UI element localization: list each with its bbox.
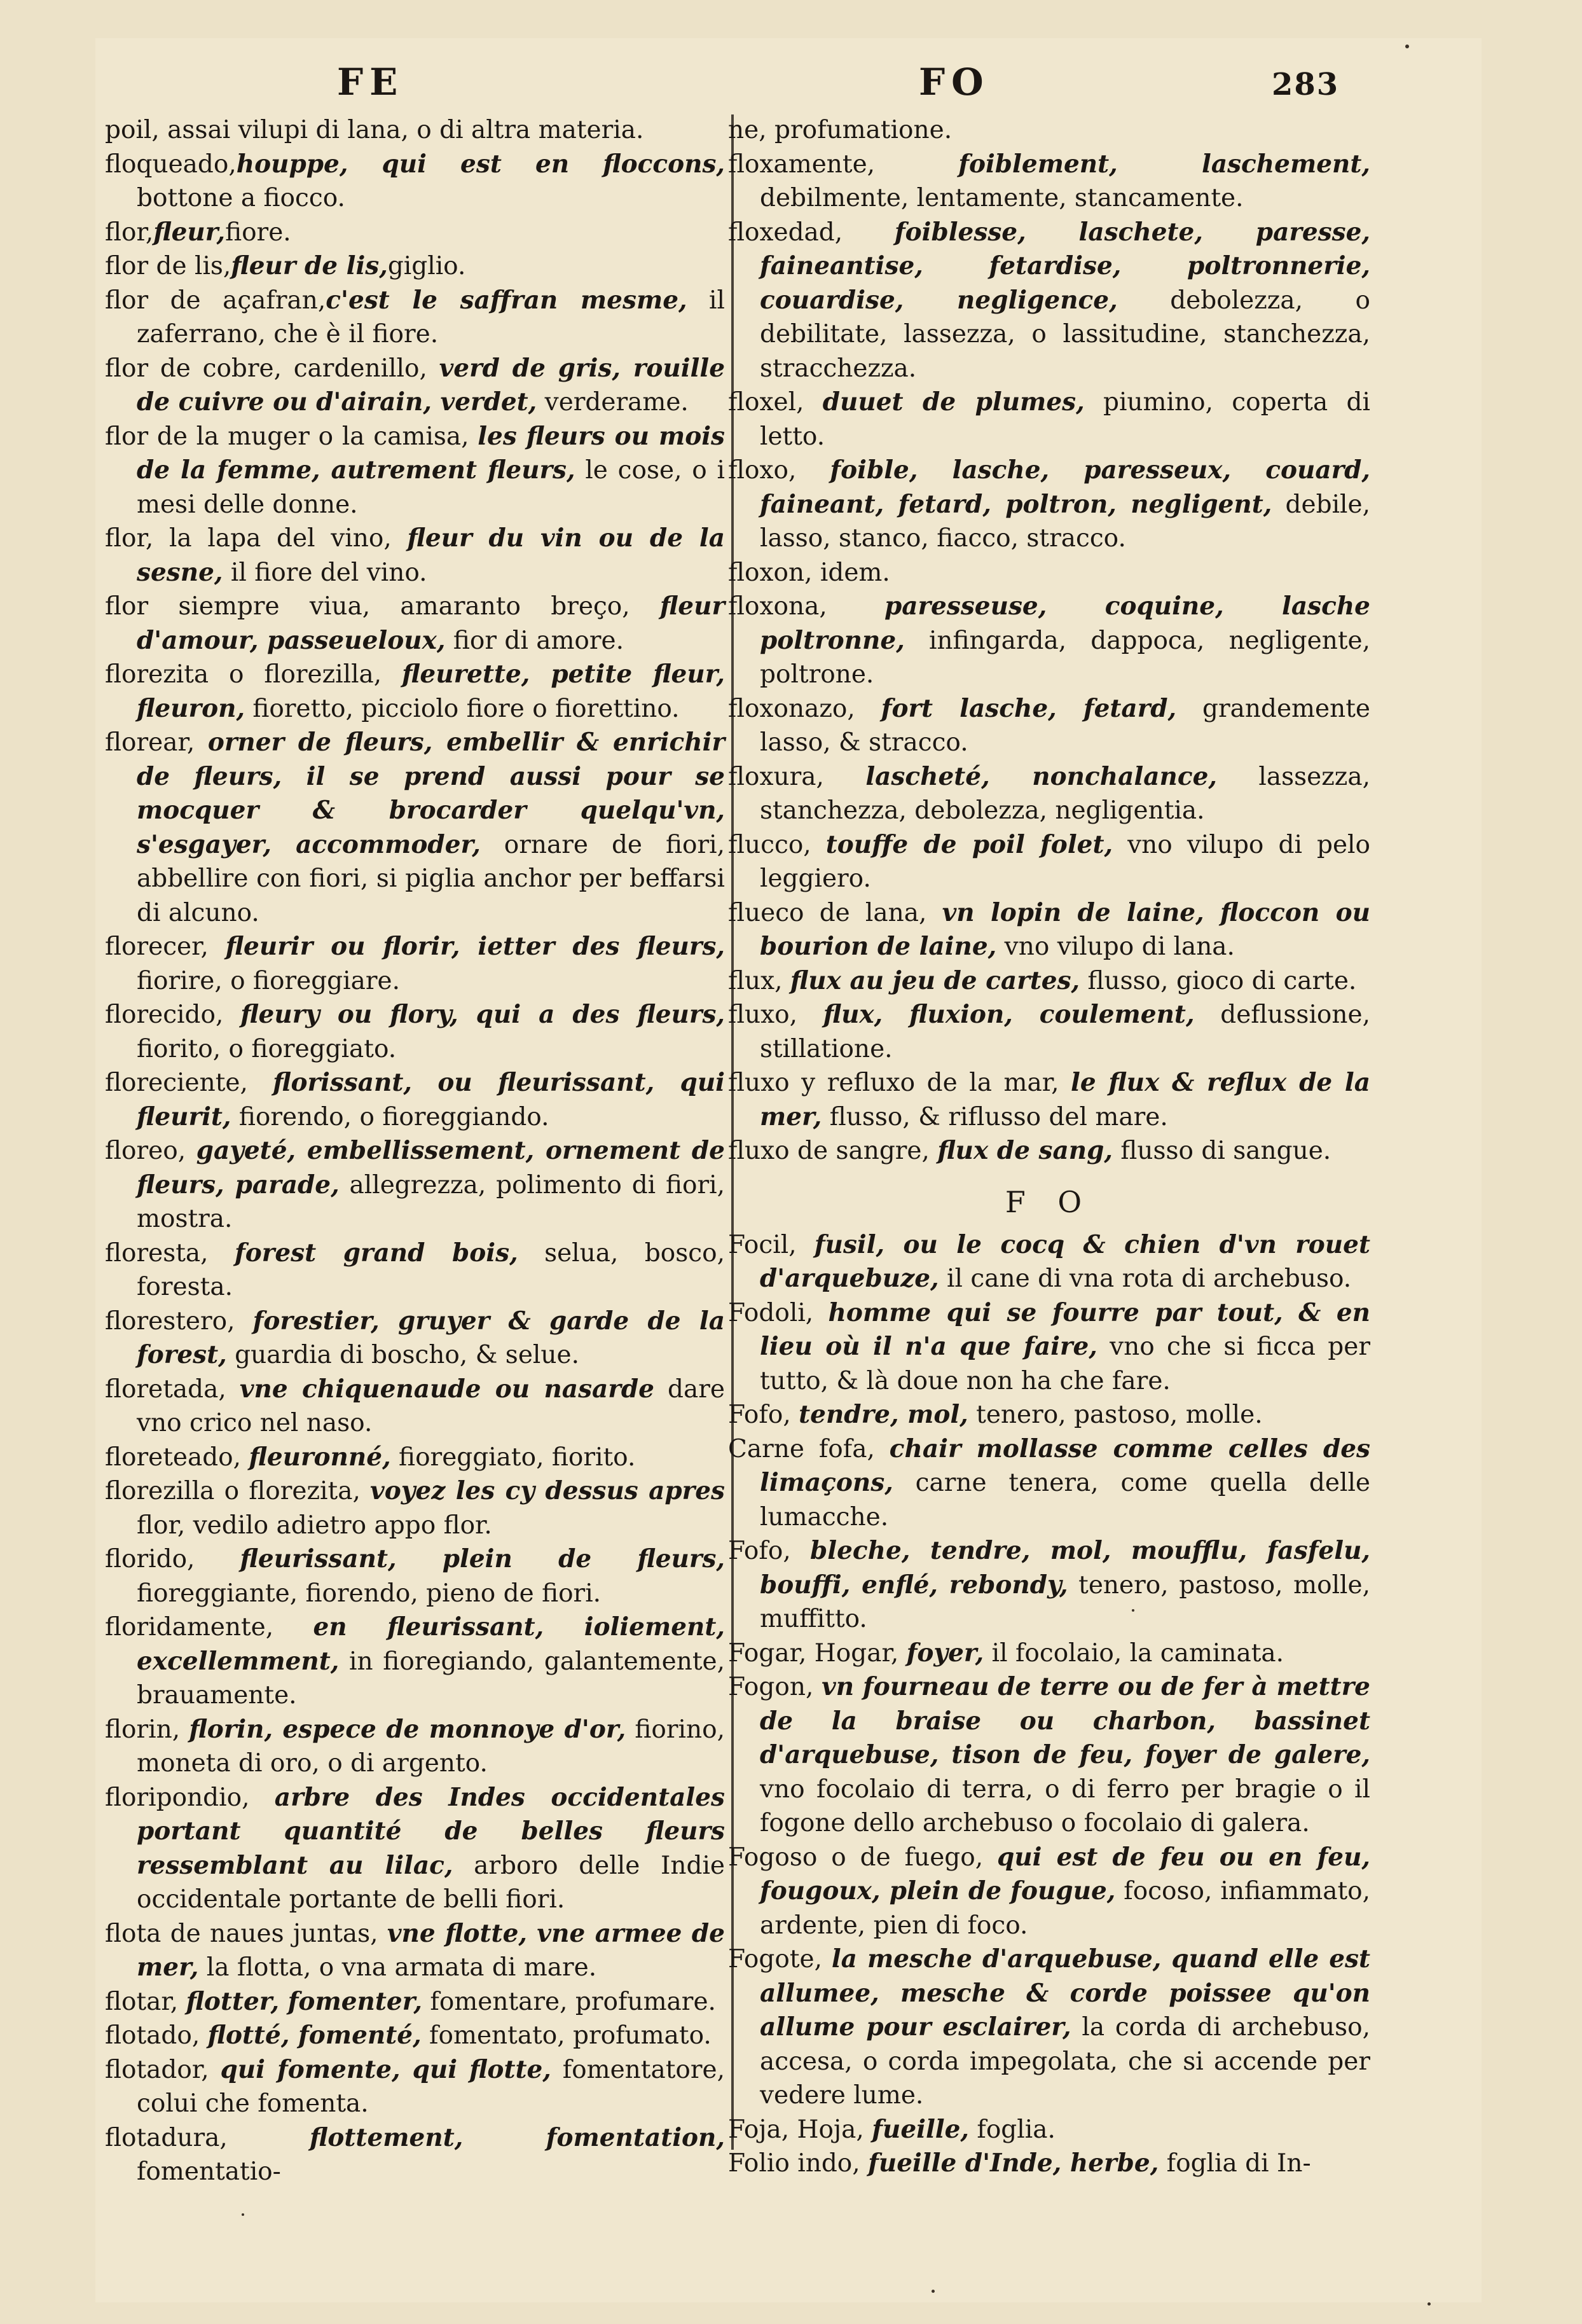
entry-french-gloss: fleuronné,: [249, 1442, 391, 1472]
entry-french-gloss: fleurir ou florir, ietter des fleurs,: [225, 932, 725, 961]
entry-french-gloss: vne flotte, vne armee de mer,: [137, 1918, 725, 1982]
entry-italian-gloss: fioreggiato, fiorito.: [390, 1442, 636, 1472]
dictionary-entry: [728, 1670, 1370, 1841]
entry-french-gloss: fleury ou flory, qui a des fleurs,: [240, 1000, 725, 1029]
entry-headword: flucco,: [728, 830, 826, 859]
entry-french-gloss: bleche, tendre, mol, moufflu, fasfelu, bouffi, enflé, rebondy,: [760, 1536, 1370, 1600]
dictionary-entry: [105, 658, 725, 726]
entry-french-gloss: fleurette, petite fleur, fleuron,: [137, 660, 725, 723]
dictionary-entry: [728, 148, 1370, 216]
dictionary-entry: [105, 1236, 725, 1304]
entry-headword: flor de la muger o la camisa,: [105, 422, 478, 451]
entry-headword: flor de cobre, cardenillo,: [105, 354, 439, 383]
dictionary-entry: [728, 828, 1370, 896]
entry-headword: floxo,: [728, 456, 830, 485]
entry-headword: Fogar, Hogar,: [728, 1638, 907, 1668]
dictionary-entry: [728, 760, 1370, 828]
dictionary-entry: [728, 1534, 1370, 1636]
dictionary-entry: [105, 590, 725, 658]
entry-italian-gloss: dare vno crico nel naso.: [137, 1374, 725, 1437]
entry-french-gloss: fueille d'Inde, herbe,: [868, 2148, 1159, 2178]
dictionary-entry: [728, 964, 1370, 999]
entry-headword: Fogon,: [728, 1673, 822, 1701]
right-column-entries-b: [728, 1228, 1370, 2181]
entry-french-gloss: chair mollasse comme celles des limaçons,: [760, 1434, 1370, 1497]
entry-italian-gloss: fomentare, profumare.: [422, 1987, 716, 2016]
dictionary-entry: [728, 692, 1370, 760]
entry-french-gloss: flux au jeu de cartes,: [790, 965, 1080, 995]
entry-french-gloss: le flux & reflux de la mer,: [760, 1068, 1370, 1131]
entry-italian-gloss: flusso, gioco di carte.: [1080, 966, 1357, 995]
entry-italian-gloss: le cose, o i mesi delle donne.: [137, 456, 725, 519]
dictionary-entry: [105, 216, 725, 250]
dictionary-entry: [728, 2113, 1370, 2147]
entry-italian-gloss: flusso di sangue.: [1112, 1137, 1331, 1165]
entry-italian-gloss: ornare de fiori, abbellire con fiori, si piglia anchor per beffarsi di alcuno.: [137, 830, 725, 927]
entry-headword: Folio indo,: [728, 2149, 869, 2178]
entry-italian-gloss: fioreggiante, fiorendo, pieno de fiori.: [137, 1579, 602, 1608]
entry-french-gloss: les fleurs ou mois de la femme, autrement fleurs,: [137, 421, 726, 485]
entry-headword: floxedad,: [728, 218, 895, 247]
entry-headword: flux,: [728, 966, 790, 995]
entry-french-gloss: foiblesse, laschete, paresse, faineantise, fetardise, poltronnerie, couardise, negligence,: [760, 217, 1371, 315]
dictionary-entry: [105, 2019, 725, 2053]
entry-headword: flor, la lapa del vino,: [105, 524, 408, 553]
entry-french-gloss: duuet de plumes,: [822, 387, 1085, 417]
entry-italian-gloss: vno vilupo di lana.: [996, 932, 1235, 961]
entry-italian-gloss: allegrezza, polimento di fiori, mostra.: [137, 1170, 725, 1233]
dictionary-entry: [105, 1304, 725, 1373]
entry-french-gloss: fort lasche, fetard,: [881, 693, 1177, 723]
entry-headword: flor,: [105, 218, 154, 247]
entry-italian-gloss: lassezza, stanchezza, debolezza, negligentia.: [760, 762, 1370, 825]
dictionary-entry: [105, 2053, 725, 2121]
entry-headword: Fogote,: [728, 1945, 832, 1974]
entry-italian-gloss: fior di amore.: [445, 626, 624, 655]
entry-italian-gloss: verderame.: [537, 388, 689, 417]
paper-speck: [242, 2213, 244, 2216]
dictionary-entry: [105, 1474, 725, 1542]
entry-italian-gloss: deflussione, stillatione.: [760, 1000, 1370, 1063]
dictionary-entry: [728, 1942, 1370, 2113]
dictionary-entry: [728, 1296, 1370, 1399]
dictionary-entry: [105, 1985, 725, 2019]
dictionary-entry: [728, 1636, 1370, 1671]
dictionary-entry: [105, 1134, 725, 1236]
entry-italian-gloss: guardia di boscho, & selue.: [226, 1341, 579, 1369]
entry-french-gloss: la mesche d'arquebuse, quand elle est allumee, mesche & corde poissee qu'on allume pour esclairer,: [760, 1944, 1371, 2042]
entry-italian-gloss: ne, profumatione.: [728, 116, 953, 144]
entry-italian-gloss: debile, lasso, stanco, fiacco, stracco.: [760, 490, 1370, 553]
entry-italian-gloss: in fioregiando, galantemente, brauamente.: [137, 1647, 725, 1710]
entry-french-gloss: flottement, fomentation,: [310, 2122, 725, 2152]
page-number: 283: [1272, 67, 1340, 102]
entry-headword: flotadura,: [105, 2123, 310, 2152]
dictionary-entry: [728, 1134, 1370, 1168]
dictionary-entry: [105, 249, 725, 284]
dictionary-entry: [105, 420, 725, 522]
paper-speck: [1405, 45, 1409, 48]
entry-headword: flotar,: [105, 1987, 186, 2016]
entry-italian-gloss: vno focolaio di terra, o di ferro per bragie o il fogone dello archebuso o focolaio di galera.: [760, 1774, 1370, 1837]
entry-headword: Focil,: [728, 1230, 815, 1259]
dictionary-entry: [105, 1781, 725, 1917]
dictionary-entry: [728, 453, 1370, 556]
entry-italian-gloss: piumino, coperta di letto.: [760, 388, 1370, 451]
dictionary-entry: [728, 216, 1370, 386]
entry-italian-gloss: il fiore del vino.: [223, 558, 427, 587]
entry-headword: floreo,: [105, 1137, 196, 1165]
entry-headword: flor de açafran,: [105, 286, 326, 315]
entry-french-gloss: c'est le saffran mesme,: [326, 285, 687, 315]
dictionary-entry: [105, 998, 725, 1066]
entry-french-gloss: fusil, ou le cocq & chien d'vn rouet d'arquebuze,: [760, 1229, 1370, 1293]
dictionary-entry: [105, 726, 725, 930]
entry-headword: florecer,: [105, 932, 226, 961]
entry-italian-gloss: poil, assai vilupi di lana, o di altra materia.: [105, 116, 644, 144]
entry-headword: floxamente,: [728, 149, 959, 179]
entry-italian-gloss: il zaferrano, che è il fiore.: [137, 286, 726, 349]
dictionary-entry: [728, 1398, 1370, 1432]
dictionary-entry: [105, 1917, 725, 1985]
entry-headword: flueco de lana,: [728, 898, 942, 927]
dictionary-entry: [105, 2121, 725, 2189]
entry-italian-gloss: arboro delle Indie occidentale portante de belli fiori.: [137, 1851, 725, 1914]
dictionary-entry: [105, 352, 725, 420]
dictionary-entry: [105, 1542, 725, 1610]
dictionary-entry: [105, 522, 725, 590]
entry-headword: floxona,: [728, 592, 884, 621]
entry-french-gloss: verd de gris, rouille de cuivre ou d'airain, verdet,: [137, 353, 726, 417]
dictionary-entry: [105, 1713, 725, 1781]
dictionary-entry: [105, 1066, 725, 1134]
entry-french-gloss: lascheté, nonchalance,: [865, 761, 1217, 791]
right-column: [728, 113, 1370, 2181]
entry-headword: Fogoso o de fuego,: [728, 1843, 998, 1872]
entry-french-gloss: vne chiquenaude ou nasarde: [239, 1374, 654, 1404]
header-right-letters: FO: [919, 60, 990, 104]
dictionary-entry: [728, 896, 1370, 964]
entry-headword: floretada,: [105, 1374, 240, 1404]
entry-italian-gloss: fomentatio-: [137, 2157, 281, 2186]
right-column-entries-a: [728, 113, 1370, 1168]
entry-french-gloss: florin, espece de monnoye d'or,: [189, 1714, 626, 1744]
entry-italian-gloss: fioretto, picciolo fiore o fiorettino.: [245, 694, 680, 723]
entry-french-gloss: paresseuse, coquine, lasche poltronne,: [760, 591, 1370, 655]
dictionary-entry: [728, 1841, 1370, 1943]
dictionary-entry: [728, 113, 1370, 148]
dictionary-entry: [105, 930, 725, 998]
dictionary-entry: [728, 1066, 1370, 1134]
entry-italian-gloss: fiorito, o fioreggiato.: [137, 1034, 397, 1063]
entry-italian-gloss: grandemente lasso, & stracco.: [760, 694, 1370, 757]
entry-headword: floqueado,: [105, 149, 237, 179]
entry-headword: floxonazo,: [728, 694, 881, 723]
entry-headword: flor de lis,: [105, 252, 231, 280]
entry-french-gloss: homme qui se fourre par tout, & en lieu où il n'a que faire,: [760, 1297, 1370, 1361]
entry-headword: florezilla o florezita,: [105, 1477, 371, 1505]
entry-french-gloss: qui fomente, qui flotte,: [220, 2054, 551, 2084]
entry-french-gloss: orner de fleurs, embellir & enrichir de fleurs, il se prend aussi pour se mocquer & brocarder quelqu'vn, s'esgayer, accommoder,: [137, 728, 725, 859]
entry-french-gloss: forestier, gruyer & garde de la forest,: [137, 1306, 725, 1369]
entry-headword: floreciente,: [105, 1069, 273, 1097]
entry-italian-gloss: fiorendo, o fioreggiando.: [231, 1102, 549, 1131]
entry-french-gloss: gayeté, embellissement, ornement de fleurs, parade,: [137, 1136, 725, 1200]
entry-italian-gloss: idem.: [820, 558, 890, 587]
entry-headword: floreteado,: [105, 1442, 249, 1472]
entry-french-gloss: fleur,: [153, 217, 226, 247]
entry-italian-gloss: bottone a fiocco.: [137, 184, 345, 212]
entry-headword: floripondio,: [105, 1783, 275, 1812]
entry-headword: flotado,: [105, 2021, 208, 2050]
entry-headword: florear,: [105, 728, 208, 757]
dictionary-entry: [105, 284, 725, 352]
entry-french-gloss: vn lopin de laine, floccon ou bourion de laine,: [760, 897, 1371, 961]
entry-headword: flota de naues juntas,: [105, 1919, 387, 1948]
entry-french-gloss: flux, fluxion, coulement,: [823, 1000, 1195, 1029]
dictionary-entry: [728, 556, 1370, 590]
entry-italian-gloss: foglia.: [968, 2115, 1056, 2144]
entry-french-gloss: fleur d'amour, passeueloux,: [137, 591, 725, 655]
entry-italian-gloss: la corda di archebuso, accesa, o corda impegolata, che si accende per vedere lume.: [760, 2013, 1370, 2110]
entry-headword: florecido,: [105, 1000, 241, 1029]
entry-italian-gloss: focoso, infiammato, ardente, pien di foco.: [760, 1877, 1371, 1940]
entry-headword: florido,: [105, 1545, 240, 1574]
entry-headword: floresta,: [105, 1238, 235, 1268]
entry-french-gloss: fueille,: [872, 2114, 969, 2144]
entry-headword: Foja, Hoja,: [728, 2115, 872, 2144]
dictionary-entry: [105, 1610, 725, 1713]
dictionary-entry: [105, 113, 725, 148]
entry-italian-gloss: infingarda, dappoca, negligente, poltrone.: [760, 626, 1370, 689]
entry-headword: flor siempre viua, amaranto breço,: [105, 592, 660, 621]
header-left-letters: FE: [337, 60, 404, 104]
entry-italian-gloss: fiorire, o fioreggiare.: [137, 966, 400, 995]
entry-french-gloss: houppe, qui est en floccons,: [236, 149, 725, 179]
entry-italian-gloss: debilmente, lentamente, stancamente.: [760, 184, 1244, 212]
entry-italian-gloss: foglia di In-: [1159, 2149, 1311, 2178]
entry-italian-gloss: fiorino, moneta di oro, o di argento.: [137, 1715, 725, 1778]
entry-italian-gloss: fiore.: [225, 218, 291, 247]
entry-italian-gloss: il cane di vna rota di archebuso.: [939, 1264, 1352, 1293]
dictionary-entry: [728, 998, 1370, 1066]
entry-french-gloss: tendre, mol,: [799, 1400, 968, 1429]
entry-headword: floxon,: [728, 558, 820, 587]
left-column: [105, 113, 725, 2189]
entry-french-gloss: fleurissant, plein de fleurs,: [240, 1544, 725, 1574]
entry-headword: Fofo,: [728, 1537, 811, 1565]
dictionary-entry: [105, 148, 725, 216]
entry-italian-gloss: flusso, & riflusso del mare.: [822, 1102, 1168, 1131]
entry-headword: florezita o florezilla,: [105, 660, 402, 689]
entry-italian-gloss: tenero, pastoso, molle.: [968, 1401, 1263, 1429]
dictionary-entry: [728, 1432, 1370, 1535]
entry-italian-gloss: selua, bosco, foresta.: [137, 1238, 726, 1301]
entry-french-gloss: foyer,: [906, 1638, 984, 1668]
entry-italian-gloss: il focolaio, la caminata.: [984, 1638, 1284, 1668]
dictionary-entry: [105, 1441, 725, 1475]
entry-french-gloss: voyez les cy dessus apres: [370, 1476, 725, 1505]
paper-speck: [1132, 1609, 1134, 1612]
entry-italian-gloss: vno che si ficca per tutto, & là doue non ha che fare.: [760, 1332, 1370, 1395]
entry-italian-gloss: fomentato, profumato.: [421, 2021, 712, 2050]
entry-headword: Carne fofa,: [728, 1434, 890, 1463]
entry-italian-gloss: debolezza, o debilitate, lassezza, o lassitudine, stanchezza, stracchezza.: [760, 286, 1370, 383]
dictionary-entry: [728, 590, 1370, 692]
entry-french-gloss: fleur de lis,: [231, 251, 388, 280]
entry-headword: florin,: [105, 1715, 189, 1744]
entry-headword: Fodoli,: [728, 1298, 829, 1327]
entry-french-gloss: flotter, fomenter,: [186, 1986, 422, 2016]
entry-french-gloss: arbre des Indes occidentales portant quantité de belles fleurs ressemblant au lilac,: [137, 1782, 725, 1880]
entry-french-gloss: flotté, fomenté,: [207, 2021, 422, 2050]
entry-french-gloss: vn fourneau de terre ou de fer à mettre de la braise ou charbon, bassinet d'arquebuse, tison de feu, foyer de galere,: [760, 1672, 1370, 1769]
entry-headword: florestero,: [105, 1306, 253, 1336]
entry-french-gloss: forest grand bois,: [234, 1238, 518, 1268]
entry-headword: fluxo,: [728, 1000, 823, 1029]
entry-italian-gloss: vno vilupo di pelo leggiero.: [760, 830, 1370, 893]
paper-speck: [1427, 2302, 1431, 2306]
entry-french-gloss: touffe de poil folet,: [825, 829, 1113, 859]
entry-french-gloss: en fleurissant, ioliement, excellemment,: [137, 1612, 725, 1676]
entry-italian-gloss: la flotta, o vna armata di mare.: [198, 1953, 597, 1982]
entry-italian-gloss: fomentatore, colui che fomenta.: [137, 2055, 725, 2118]
entry-headword: Fofo,: [728, 1401, 799, 1429]
entry-headword: floxura,: [728, 762, 866, 791]
dictionary-entry: [728, 2147, 1370, 2181]
entry-headword: floxel,: [728, 388, 823, 417]
dictionary-entry: [728, 1228, 1370, 1296]
entry-french-gloss: florissant, ou fleurissant, qui fleurit,: [137, 1068, 725, 1131]
entry-italian-gloss: flor, vedilo adietro appo flor.: [137, 1511, 492, 1540]
running-header: [0, 60, 1582, 111]
dictionary-entry: [728, 385, 1370, 453]
entry-french-gloss: qui est de feu ou en feu, fougoux, plein de fougue,: [760, 1842, 1371, 1906]
entry-headword: fluxo y refluxo de la mar,: [728, 1069, 1071, 1097]
entry-french-gloss: flux de sang,: [937, 1136, 1113, 1165]
section-heading: F O: [1005, 1184, 1094, 1219]
paper-speck: [932, 2290, 935, 2293]
entry-french-gloss: foible, lasche, paresseux, couard, faineant, fetard, poltron, negligent,: [760, 455, 1371, 519]
entry-french-gloss: foiblement, laschement,: [958, 149, 1370, 179]
entry-french-gloss: fleur du vin ou de la sesne,: [137, 523, 725, 587]
entry-italian-gloss: tenero, pastoso, molle, muffitto.: [760, 1570, 1370, 1633]
dictionary-entry: [105, 1373, 725, 1441]
entry-headword: fluxo de sangre,: [728, 1137, 938, 1165]
entry-italian-gloss: giglio.: [387, 252, 466, 280]
entry-headword: flotador,: [105, 2055, 221, 2084]
entry-headword: floridamente,: [105, 1613, 313, 1642]
entry-italian-gloss: carne tenera, come quella delle lumacche.: [760, 1469, 1370, 1532]
